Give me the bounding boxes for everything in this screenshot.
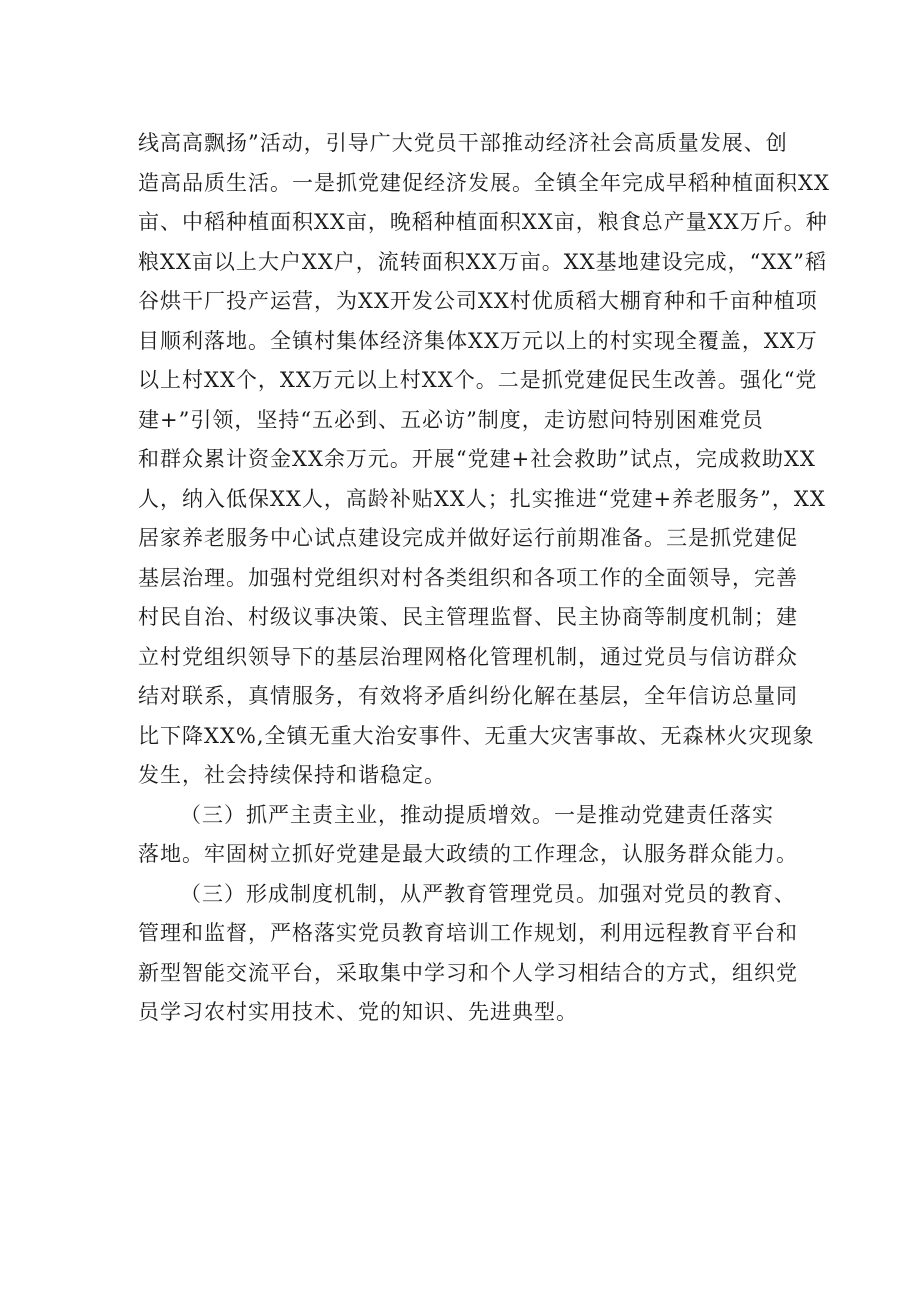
text-line: 以上村XX个，XX万元以上村XX个。二是抓党建促民生改善。强化“党 xyxy=(138,368,818,392)
text-line: 落地。牢固树立抓好党建是最大政绩的工作理念，认服务群众能力。 xyxy=(138,842,798,866)
text-line: 造高品质生活。一是抓党建促经济发展。全镇全年完成早稻种植面积XX xyxy=(138,170,830,195)
text-line: 员学习农村实用技术、党的知识、先进典型。 xyxy=(138,1000,578,1024)
text-line: 建+”引领，坚持“五必到、五必访”制度，走访慰问特别困难党员 xyxy=(138,407,764,432)
text-line-first: （三）形成制度机制，从严教育管理党员。加强对党员的教育、 xyxy=(180,881,796,906)
text-line: 谷烘干厂投产运营，为XX开发公司XX村优质稻大棚育种和千亩种植项 xyxy=(138,289,818,313)
text-line: 亩、中稻种植面积XX亩，晚稻种植面积XX亩，粮食总产量XX万斤。种 xyxy=(138,210,828,234)
text-line: 线高高飘扬”活动，引导广大党员干部推动经济社会高质量发展、创 xyxy=(138,131,788,155)
text-line: 新型智能交流平台，采取集中学习和个人学习相结合的方式，组织党 xyxy=(138,960,798,985)
text-line: 人，纳入低保XX人，高龄补贴XX人；扎实推进“党建+养老服务”，XX xyxy=(138,486,826,511)
text-line: 村民自治、村级议事决策、民主管理监督、民主协商等制度机制；建 xyxy=(138,605,798,629)
text-line: 发生，社会持续保持和谐稳定。 xyxy=(138,763,446,787)
document-body xyxy=(138,124,830,1033)
text-line: 居家养老服务中心试点建设完成并做好运行前期准备。三是抓党建促 xyxy=(138,526,798,550)
paragraph-1 xyxy=(138,124,830,796)
text-line: 比下降XX%,全镇无重大治安事件、无重大灾害事故、无森林火灾现象 xyxy=(138,723,815,748)
text-line: 立村党组织领导下的基层治理网格化管理机制，通过党员与信访群众 xyxy=(138,644,798,669)
text-line: 粮XX亩以上大户XX户，流转面积XX万亩。XX基地建设完成，“XX”稻 xyxy=(138,249,827,274)
text-line-first: （三）抓严主责主业，推动提质增效。一是推动党建责任落实 xyxy=(180,802,774,827)
paragraph-3 xyxy=(138,875,798,1033)
paragraph-2 xyxy=(138,796,798,875)
text-line: 目顺利落地。全镇村集体经济集体XX万元以上的村实现全覆盖，XX万 xyxy=(138,328,818,353)
text-line: 基层治理。加强村党组织对村各类组织和各项工作的全面领导，完善 xyxy=(138,565,798,590)
text-line: 和群众累计资金XX余万元。开展“党建+社会救助”试点，完成救助XX xyxy=(138,447,816,471)
text-line: 管理和监督，严格落实党员教育培训工作规划，利用远程教育平台和 xyxy=(138,921,798,945)
text-line: 结对联系，真情服务，有效将矛盾纠纷化解在基层，全年信访总量同 xyxy=(138,684,798,708)
